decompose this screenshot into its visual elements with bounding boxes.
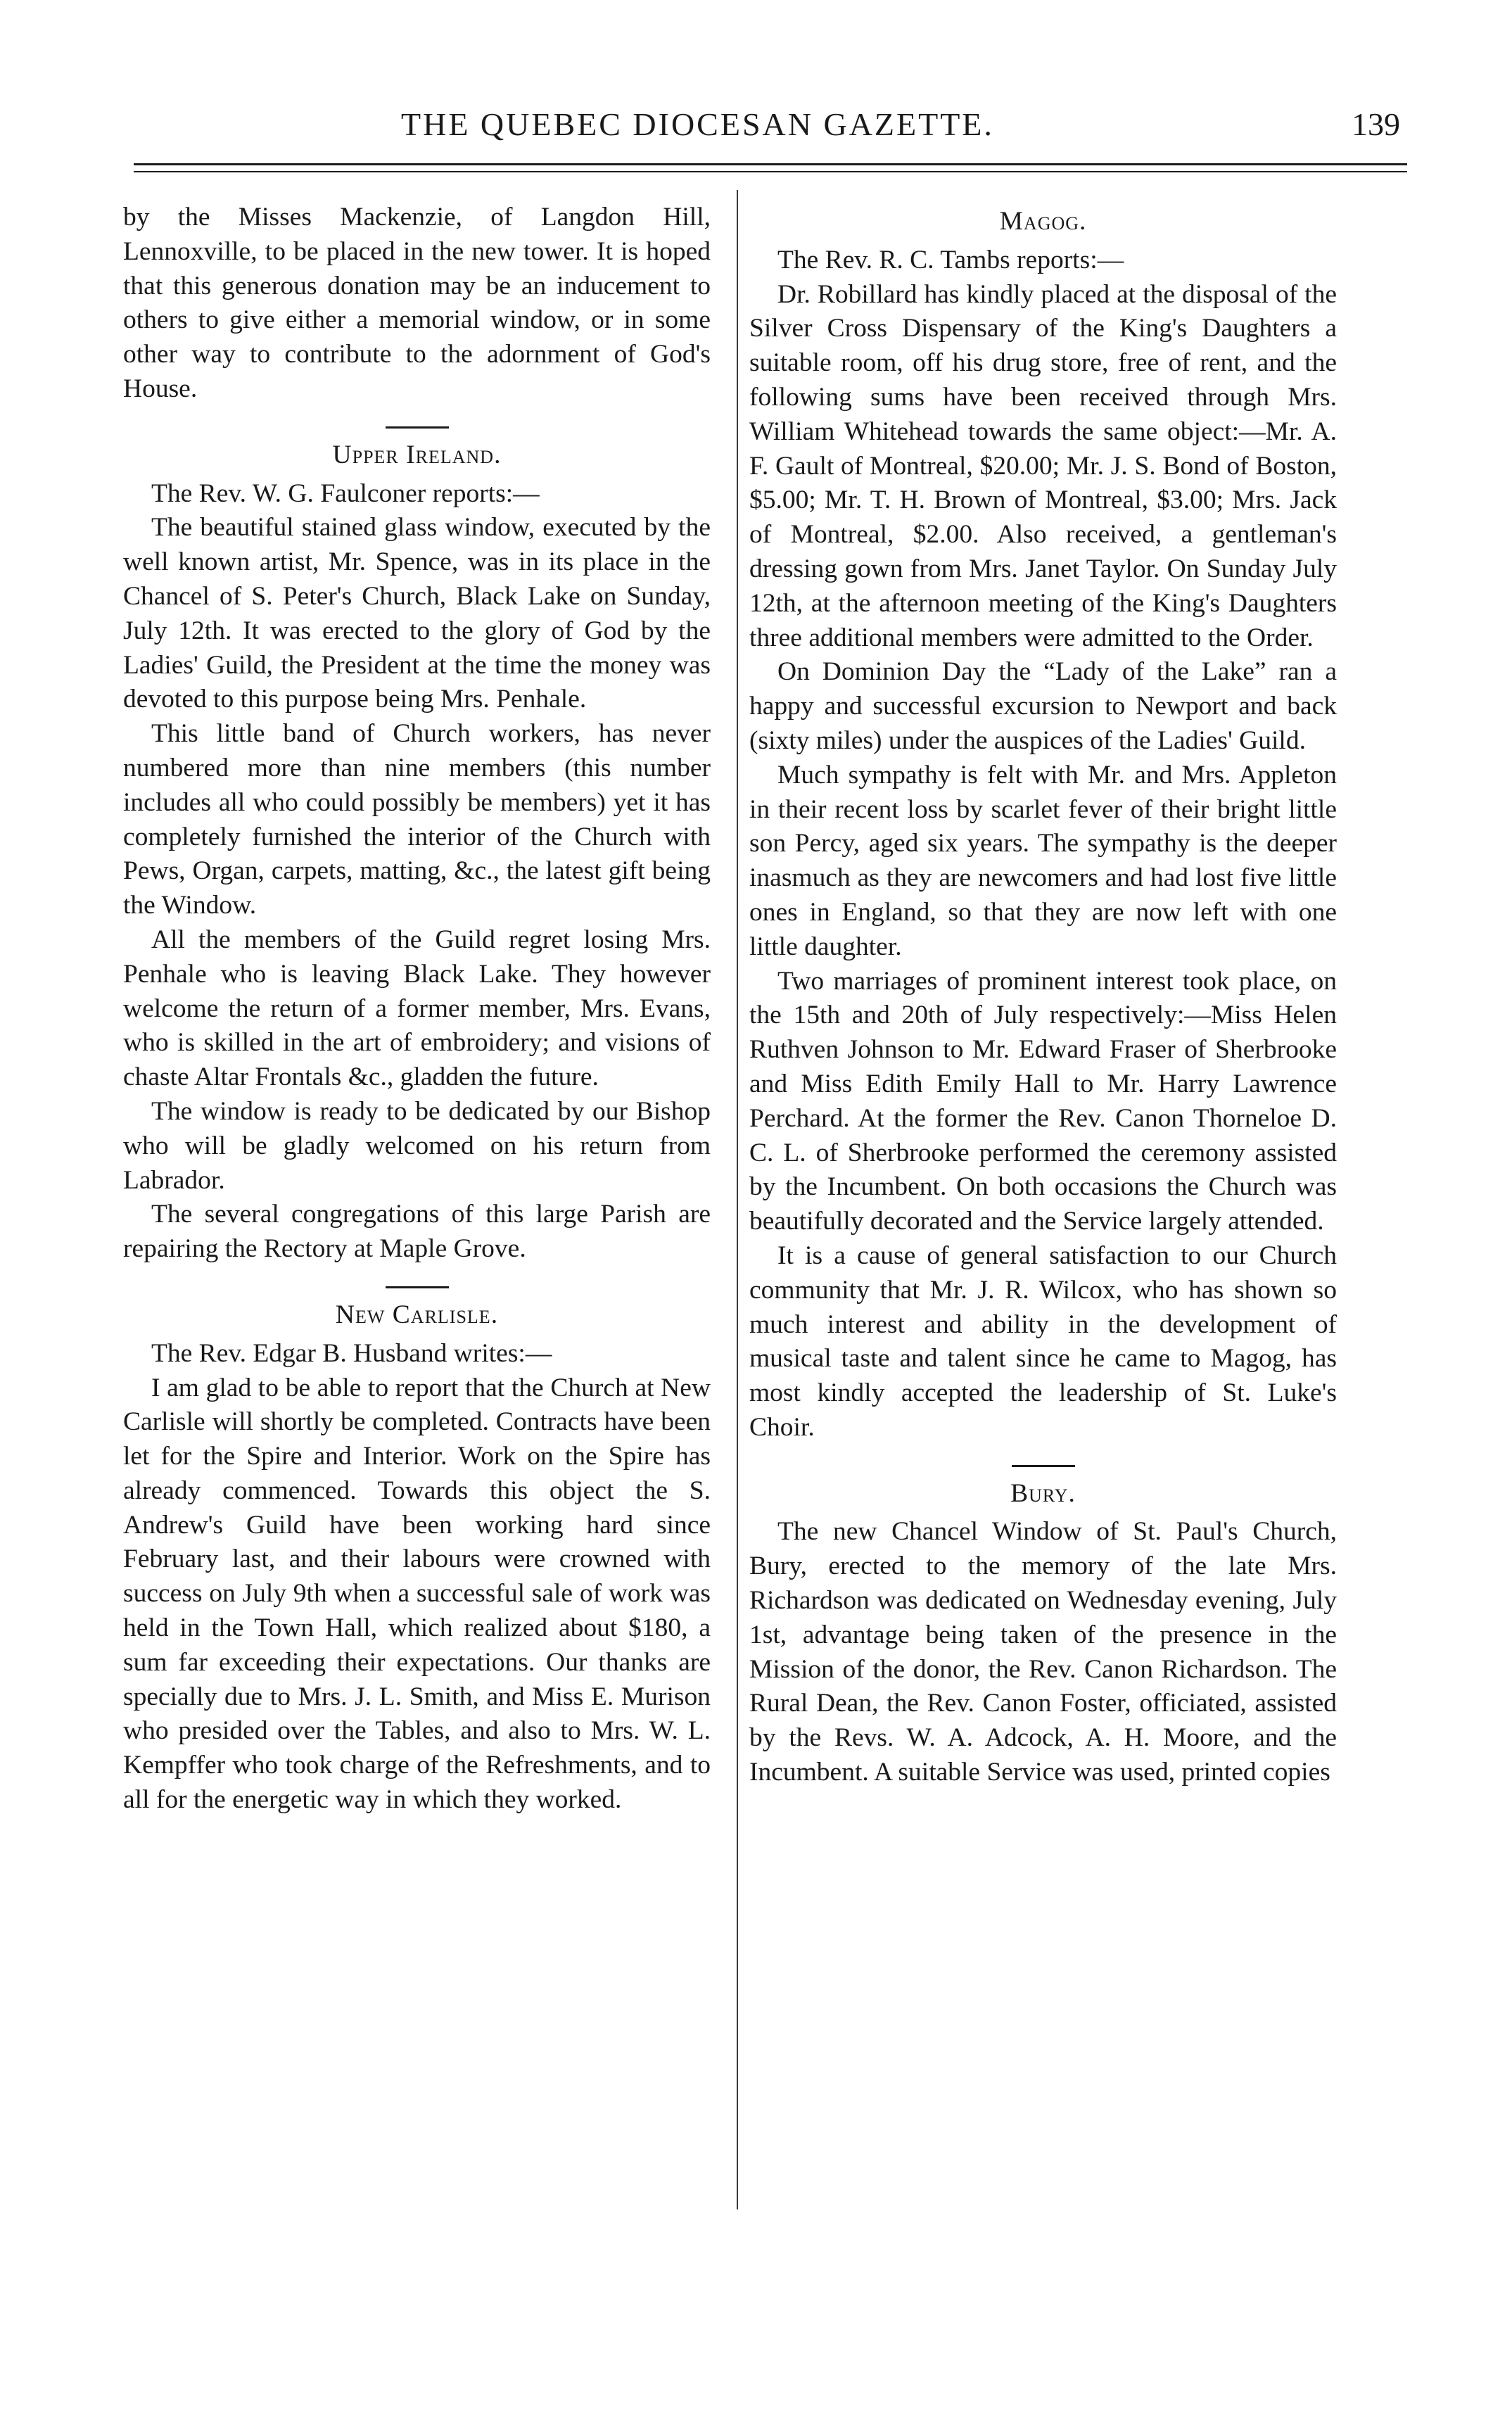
reporter-line: The Rev. R. C. Tambs reports:— — [777, 245, 1124, 274]
reporter-line: The Rev. Edgar B. Husband writes:— — [151, 1338, 552, 1368]
section-heading-upper-ireland: Upper Ireland. — [332, 440, 502, 469]
article-paragraph: Dr. Robillard has kindly placed at the disposal of the Silver Cross Dispensary of the King's Daughters a suitable room, off his drug store, free of rent, and the following sums have been received through Mrs. William Whitehead towards the same object:—Mr. A. F. Gault of Montreal, $20.00; Mr. J. S. Bond of Boston, $5.00; Mr. T. H. Brown of Montreal, $3.00; Mrs. Jack of Montreal, $2.00. Also received, a gentleman's dressing gown from Mrs. Janet Taylor. On Sunday July 12th, at the afternoon meeting of the King's Daughters three additional members were admitted to the Order. — [749, 279, 1337, 652]
article-paragraph: The new Chancel Window of St. Paul's Church, Bury, erected to the memory of the late Mrs. Richardson was dedicated on Wednesday evening, July 1st, advantage being taken of the presence in the Mission of the donor, the Rev. Canon Richardson. The Rural Dean, the Rev. Canon Foster, officiated, assisted by the Revs. W. A. Adcock, A. H. Moore, and the Incumbent. A suitable Service was used, printed copies — [749, 1517, 1337, 1787]
article-paragraph: It is a cause of general satisfaction to our Church community that Mr. J. R. Wilcox, who has shown so much interest and ability in the development of musical taste and talent since he came to Magog, has most kindly accepted the leadership of St. Luke's Choir. — [749, 1241, 1337, 1442]
right-column — [749, 201, 1337, 1790]
intro-paragraph: by the Misses Mackenzie, of Langdon Hill, Lennoxville, to be placed in the new tower. It is hoped that this generous donation may be an inducement to others to give either a memorial window, or in some other way to contribute to the adornment of God's House. — [123, 203, 711, 403]
article-paragraph: The window is ready to be dedicated by our Bishop who will be gladly welcomed on his return from Labrador. — [123, 1096, 711, 1195]
article-paragraph: Much sympathy is felt with Mr. and Mrs. Appleton in their recent loss by scarlet fever of their bright little son Percy, aged six years. The sympathy is the deeper inasmuch as they are newcomers and had lost five little ones in England, so that they are now left with one little daughter. — [749, 760, 1337, 961]
publication-title: THE QUEBEC DIOCESAN GAZETTE. — [401, 106, 994, 142]
column-divider — [737, 190, 738, 2209]
reporter-line: The Rev. W. G. Faulconer reports:— — [151, 478, 540, 508]
article-paragraph: This little band of Church workers, has never numbered more than nine members (this number includes all who could possibly be members) yet it has completely furnished the interior of the Church with Pews, Organ, carpets, matting, &c., the latest gift being the Window. — [123, 719, 711, 920]
article-paragraph: The several congregations of this large Parish are repairing the Rectory at Maple Grove. — [123, 1200, 711, 1264]
header-rule-top — [134, 163, 1407, 165]
article-paragraph: I am glad to be able to report that the Church at New Carlisle will shortly be completed. Contracts have been let for the Spire and Interior. Work on the Spire has already commenced. Towards this object the S. Andrew's Guild have been working hard since February last, and their labours were crowned with success on July 9th when a successful sale of work was held in the Town Hall, which realized about $180, a sum far exceeding their expectations. Our thanks are specially due to Mrs. J. L. Smith, and Miss E. Murison who presided over the Tables, and also to Mrs. W. L. Kempffer who took charge of the Refreshments, and to all for the energetic way in which they worked. — [123, 1373, 711, 1815]
left-column — [123, 201, 711, 1818]
page-number: 139 — [1352, 106, 1400, 142]
section-heading-magog: Magog. — [999, 207, 1087, 236]
section-divider — [386, 1286, 449, 1288]
article-paragraph: The beautiful stained glass window, executed by the well known artist, Mr. Spence, was in its place in the Chancel of S. Peter's Church, Black Lake on Sunday, July 12th. It was erected to the glory of God by the Ladies' Guild, the President at the time the money was devoted to this purpose being Mrs. Penhale. — [123, 513, 711, 714]
article-paragraph: Two marriages of prominent interest took place, on the 15th and 20th of July respectively:—Miss Helen Ruthven Johnson to Mr. Edward Fraser of Sherbrooke and Miss Edith Emily Hall to Mr. Harry Lawrence Perchard. At the former the Rev. Canon Thorneloe D. C. L. of Sherbrooke performed the ceremony assisted by the Incumbent. On both occasions the Church was beautifully decorated and the Service largely attended. — [749, 966, 1337, 1236]
article-paragraph: On Dominion Day the “Lady of the Lake” ran a happy and successful excursion to Newport and back (sixty miles) under the auspices of the Ladies' Guild. — [749, 657, 1337, 755]
header-rule-bottom — [134, 171, 1407, 172]
section-divider — [386, 426, 449, 429]
article-paragraph: All the members of the Guild regret losing Mrs. Penhale who is leaving Black Lake. They however welcome the return of a former member, Mrs. Evans, who is skilled in the art of embroidery; and visions of chaste Altar Frontals &c., gladden the future. — [123, 925, 711, 1092]
section-heading-bury: Bury. — [1010, 1478, 1076, 1508]
section-divider — [1012, 1465, 1075, 1467]
page-header — [134, 106, 1400, 155]
section-heading-new-carlisle: New Carlisle. — [335, 1300, 499, 1329]
